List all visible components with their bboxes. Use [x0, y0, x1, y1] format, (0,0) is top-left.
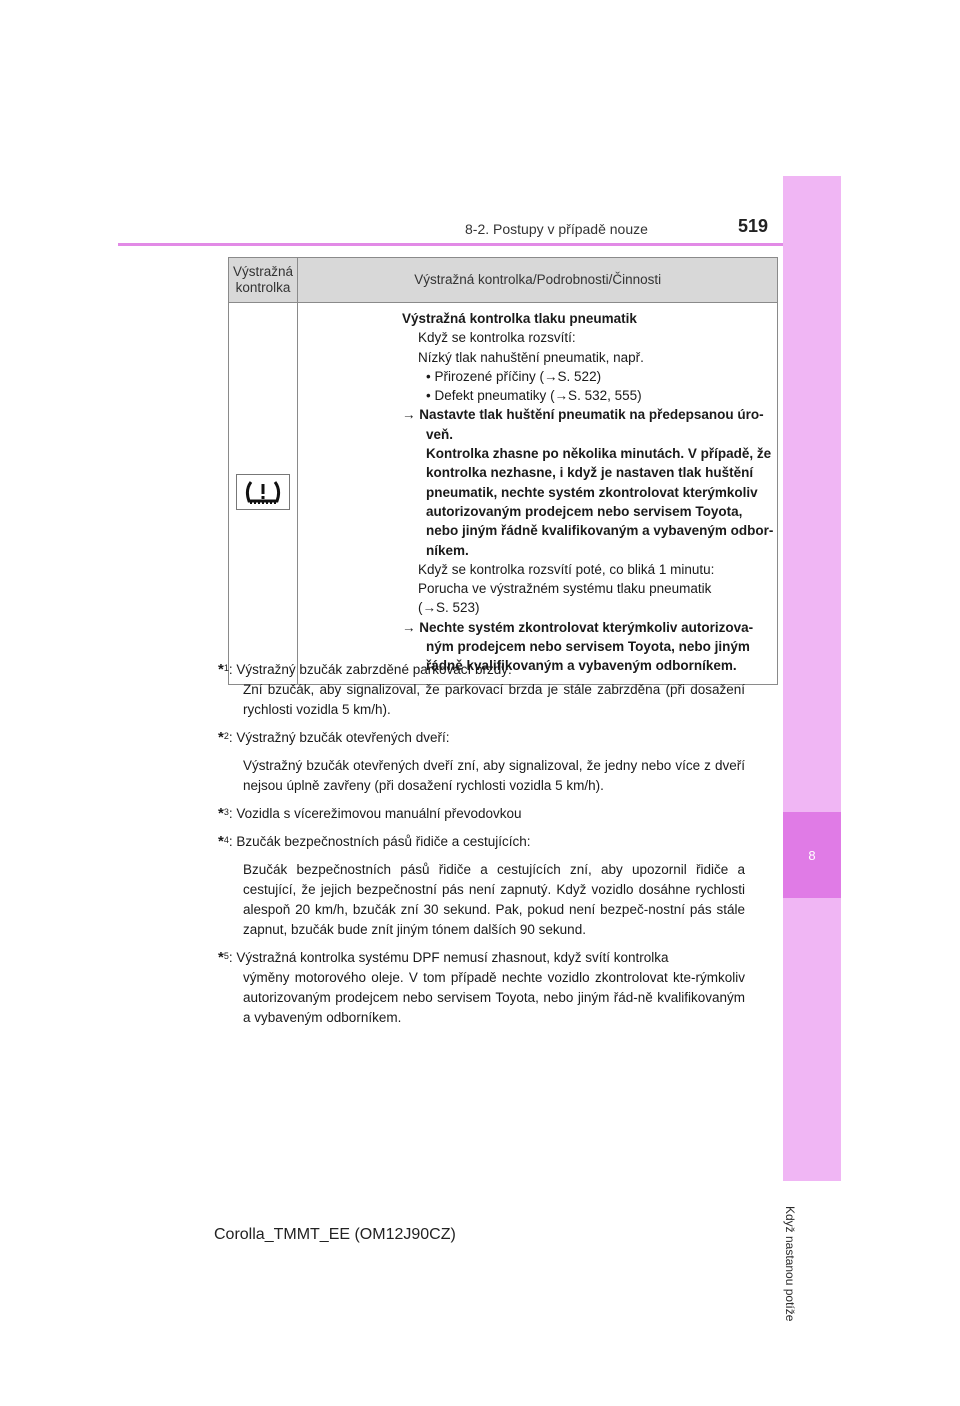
footnote-number: 3	[223, 807, 229, 817]
chapter-number: 8	[783, 812, 841, 898]
footnote-number: 5	[223, 951, 229, 961]
detail-line: Porucha ve výstražném systému tlaku pneumatik	[418, 581, 712, 597]
section-title: 8-2. Postupy v případě nouze	[465, 221, 648, 237]
footnote-star: *	[218, 805, 224, 822]
footnote-3	[218, 804, 745, 824]
footnote-4	[218, 832, 745, 940]
footnote-star: *	[218, 729, 224, 746]
detail-line: Nízký tlak nahuštění pneumatik, např.	[418, 349, 644, 365]
detail-line: Výstražná kontrolka tlaku pneumatik	[402, 311, 637, 326]
footnote-1	[218, 660, 745, 720]
detail-line: Když se kontrolka rozsvítí:	[418, 330, 576, 346]
footnote-body: Bzučák bezpečnostních pásů řidiče a cestujících zní, aby upozornil řidiče a cestující, že jejich bezpečnostní pás není zapnutý. Když vozidlo dosáhne rychlosti alespoň 20 km/h, bzučák zní 30 sekund. Pak, pokud není bezpeč-nostní pás stále zapnut, bzučák bude znít jiným tónem dalších 90 sekund.	[243, 862, 745, 937]
detail-line: ným prodejcem nebo servisem Toyota, nebo jiným	[426, 639, 750, 655]
footnote-star: *	[218, 661, 224, 678]
footnote-title: : Výstražná kontrolka systému DPF nemusí zhasnout, když svítí kontrolka	[228, 950, 669, 965]
table-header-indicator: Výstražná kontrolka	[229, 258, 298, 303]
chapter-side-tab	[783, 176, 841, 1322]
footnote-title: : Výstražný bzučák zabrzděné parkovací brzdy:	[228, 662, 512, 677]
manual-id: Corolla_TMMT_EE (OM12J90CZ)	[214, 1226, 456, 1243]
detail-line: → Nechte systém zkontrolovat kterýmkoliv autorizova-	[402, 619, 754, 635]
footnote-number: 1	[223, 663, 229, 673]
detail-line: • Přirozené příčiny (→S. 522)	[426, 368, 602, 384]
detail-line: kontrolka nezhasne, i když je nastaven tlak huštění	[426, 465, 754, 481]
page-number: 519	[738, 216, 769, 236]
detail-line: níkem.	[426, 542, 469, 558]
footnote-star: *	[218, 833, 224, 850]
detail-line: (→S. 523)	[418, 600, 480, 616]
table-header-details: Výstražná kontrolka/Podrobnosti/Činnosti	[298, 258, 778, 303]
footnote-body: Zní bzučák, aby signalizoval, že parkovací brzda je stále zabrzděna (při dosažení rychlosti vozidla 5 km/h).	[243, 682, 745, 717]
header-divider	[118, 243, 783, 246]
footnote-title: : Vozidla s vícerežimovou manuální převodovkou	[228, 806, 522, 821]
footnote-heading	[218, 832, 745, 852]
footnote-heading	[218, 948, 745, 968]
footnote-title: : Výstražný bzučák otevřených dveří:	[228, 730, 450, 745]
footnote-heading	[218, 660, 745, 680]
chapter-label: Když nastanou potíže	[783, 1206, 797, 1322]
footnotes	[218, 660, 745, 1036]
tire-pressure-warning-icon	[236, 474, 290, 510]
footnote-2	[218, 728, 745, 796]
footnote-heading	[218, 804, 745, 824]
detail-line: autorizovaným prodejcem nebo servisem Toyota,	[426, 503, 743, 519]
table-row	[229, 303, 778, 685]
detail-line: veň.	[426, 426, 454, 442]
details-cell	[298, 303, 778, 685]
detail-line: Když se kontrolka rozsvítí poté, co bliká 1 minutu:	[418, 561, 715, 577]
footnote-title: : Bzučák bezpečnostních pásů řidiče a cestujících:	[228, 834, 531, 849]
footnote-body: výměny motorového oleje. V tom případě nechte vozidlo zkontrolovat kte-rýmkoliv autorizovaným prodejcem nebo servisem Toyota, nebo jiným řád-ně kvalifikovaným a vybaveným odborníkem.	[243, 970, 745, 1025]
footnote-number: 4	[223, 835, 229, 845]
footnote-body: Výstražný bzučák otevřených dveří zní, aby signalizoval, že jedny nebo více z dveří nejsou úplně zavřeny (při dosažení rychlosti vozidla 5 km/h).	[243, 758, 745, 793]
warning-light-table	[228, 257, 778, 685]
detail-line: řádně kvalifikovaným a vybaveným odborníkem.	[426, 658, 737, 674]
indicator-cell	[229, 303, 298, 685]
table-header-row	[229, 258, 778, 303]
footnote-5	[218, 948, 745, 1028]
detail-line: → Nastavte tlak huštění pneumatik na předepsanou úro-	[402, 407, 764, 423]
detail-line: pneumatik, nechte systém zkontrolovat kterýmkoliv	[426, 484, 758, 500]
detail-line: nebo jiným řádně kvalifikovaným a vybaveným odbor-	[426, 523, 774, 539]
footnote-star: *	[218, 949, 224, 966]
detail-line: • Defekt pneumatiky (→S. 532, 555)	[426, 388, 642, 404]
detail-line: Kontrolka zhasne po několika minutách. V případě, že	[426, 446, 772, 462]
footnote-number: 2	[223, 731, 229, 741]
footnote-heading	[218, 728, 745, 748]
